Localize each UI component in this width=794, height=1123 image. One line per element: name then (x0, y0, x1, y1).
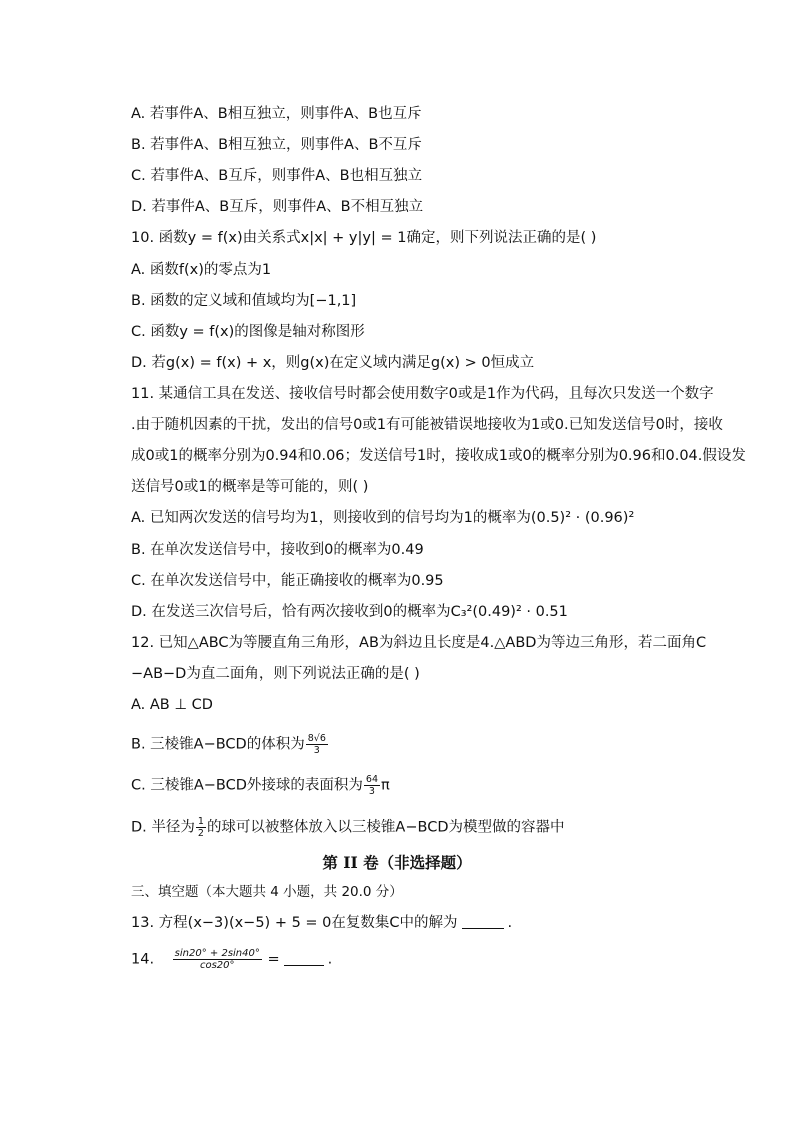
question-line: −AB−D为直二面角，则下列说法正确的是( ) (131, 666, 420, 682)
q12-option-b: B. 三棱锥A−BCD的体积为 $\frac{8√6}{3}$ (131, 733, 326, 756)
q12-option-d: D. 半径为 $\frac{1}{2}$ 的球可以被整体放入以三棱锥A−BCD为模型做的容器中 (131, 816, 565, 839)
fraction: $\frac{64}{3}$ (365, 774, 378, 797)
question-line: D. 若g(x) = f(x) + x，则g(x)在定义域内满足g(x) > 0恒成立 (131, 355, 535, 371)
question-line: C. 函数y = f(x)的图像是轴对称图形 (131, 324, 365, 340)
question-line: B. 函数的定义域和值域均为[−1,1] (131, 293, 357, 309)
question-13: 13. 方程(x−3)(x−5) + 5 = 0在复数集C中的解为 . (131, 915, 513, 931)
question-line: 12. 已知△ABC为等腰直角三角形，AB为斜边且长度是4.△ABD为等边三角形，若二面角C (131, 635, 707, 651)
section-heading: 三、填空题（本大题共 4 小题，共 20.0 分） (131, 884, 403, 900)
question-line: A. 若事件A、B相互独立，则事件A、B也互斥 (131, 106, 422, 122)
fraction: $\frac{8√6}{3}$ (307, 733, 326, 756)
answer-blank (462, 914, 504, 929)
question-line: .由于随机因素的干扰，发出的信号0或1有可能被错误地接收为1或0.已知发送信号0时，接收 (131, 417, 723, 433)
question-line: C. 在单次发送信号中，能正确接收的概率为0.95 (131, 573, 444, 589)
question-line: B. 若事件A、B相互独立，则事件A、B不互斥 (131, 137, 422, 153)
question-line: D. 若事件A、B互斥，则事件A、B不相互独立 (131, 199, 424, 215)
question-line: 10. 函数y = f(x)由关系式x|x| + y|y| = 1确定，则下列说法正确的是( ) (131, 230, 597, 246)
fraction: $\frac{\sin 20^\circ + 2\sin 40^\circ}{\cos 20^\circ}$ (174, 948, 260, 971)
fraction: $\frac{1}{2}$ (197, 816, 204, 839)
answer-blank (284, 951, 324, 966)
question-14: 14. $\frac{\sin 20^\circ + 2\sin 40^\circ}{\cos 20^\circ}$ = . (131, 948, 333, 971)
question-line: A. 函数f(x)的零点为1 (131, 262, 272, 278)
question-line: 成0或1的概率分别为0.94和0.06；发送信号1时，接收成1或0的概率分别为0.96和0.04.假设发 (131, 448, 746, 464)
question-line: A. AB ⊥ CD (131, 697, 213, 713)
question-line: 送信号0或1的概率是等可能的，则( ) (131, 479, 369, 495)
question-line: D. 在发送三次信号后，恰有两次接收到0的概率为C₃²(0.49)² · 0.51 (131, 604, 568, 620)
question-line: B. 在单次发送信号中，接收到0的概率为0.49 (131, 542, 424, 558)
part-two-heading: 第 II 卷（非选择题） (322, 853, 472, 872)
question-line: 11. 某通信工具在发送、接收信号时都会使用数字0或是1作为代码，且每次只发送一个数字 (131, 386, 714, 402)
question-line: A. 已知两次发送的信号均为1，则接收到的信号均为1的概率为(0.5)² · (0.96)² (131, 510, 635, 526)
question-line: C. 若事件A、B互斥，则事件A、B也相互独立 (131, 168, 423, 184)
q12-option-c: C. 三棱锥A−BCD外接球的表面积为 $\frac{64}{3}$ π (131, 774, 390, 797)
